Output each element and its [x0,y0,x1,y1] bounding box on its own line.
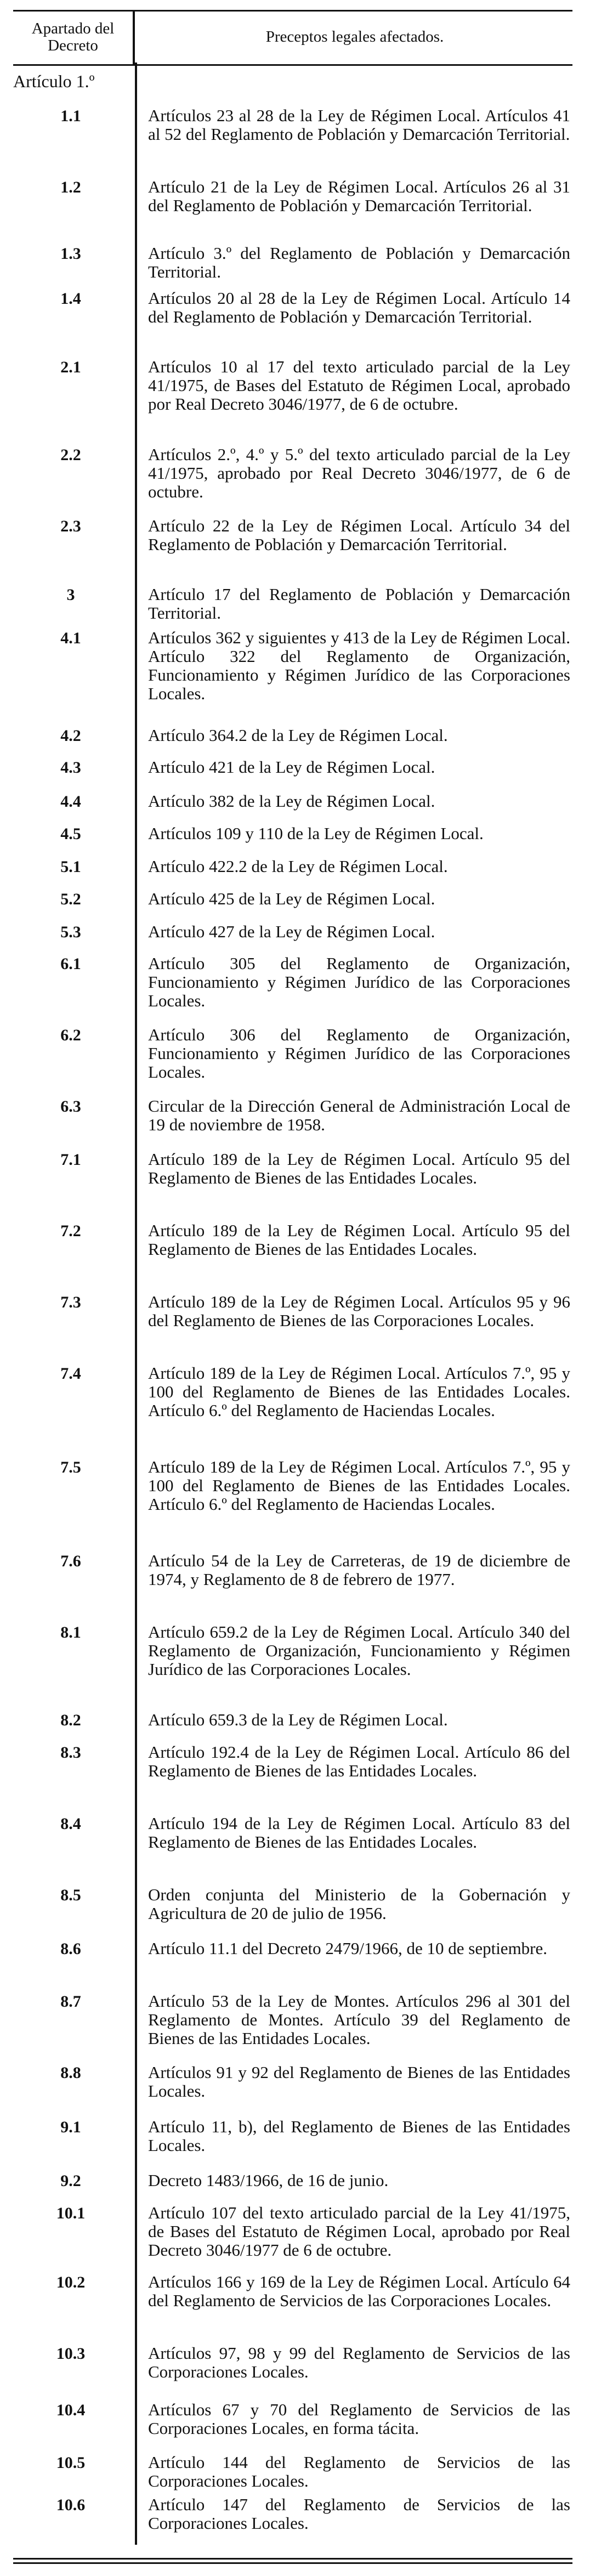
footer-rule-2 [13,2562,572,2564]
section-number: 4.4 [60,792,81,811]
legal-provisions: Artículo 189 de la Ley de Régimen Local. Artículos 7.º, 95 y 100 del Reglamento de Bienes de las Entidades Locales. Artículo 6.º del Reglamento de Haciendas Locales. [148,1457,570,1514]
column-divider [135,63,137,2545]
section-number: 10.6 [56,2496,86,2514]
legal-provisions: Artículo 421 de la Ley de Régimen Local. [148,757,435,777]
section-number: 5.2 [60,890,81,908]
legal-provisions: Artículos 166 y 169 de la Ley de Régimen Local. Artículo 64 del Reglamento de Servicios de las Corporaciones Locales. [148,2272,570,2310]
section-number: 7.1 [60,1151,81,1169]
section-number: 2.3 [60,517,81,535]
section-number: 1.4 [60,290,81,308]
section-number: 9.2 [60,2172,81,2190]
section-number: 8.1 [60,1623,81,1641]
section-number: 4.5 [60,825,81,843]
legal-provisions: Artículo 427 de la Ley de Régimen Local. [148,922,435,941]
legal-provisions: Artículos 97, 98 y 99 del Reglamento de Servicios de las Corporaciones Locales. [148,2343,570,2381]
section-number: 4.3 [60,758,81,777]
section-number: 8.3 [60,1743,81,1762]
legal-provisions: Artículos 362 y siguientes y 413 de la Ley de Régimen Local. Artículo 322 del Reglamento de Organización, Funcionamiento y Régimen Jurídico de las Corporaciones Locales. [148,628,570,703]
legal-provisions: Artículo 425 de la Ley de Régimen Local. [148,889,435,908]
section-number: 7.3 [60,1293,81,1311]
section-number: 7.2 [60,1222,81,1240]
section-number: 3 [66,586,75,604]
section-number: 8.7 [60,1992,81,2011]
section-number: 10.1 [56,2204,86,2222]
decree-table [13,10,572,2533]
section-number: 8.2 [60,1711,81,1729]
article-heading: Artículo 1.º [13,71,95,91]
header-apartado: Apartado del Decreto [13,12,135,64]
table-header [13,10,572,66]
legal-provisions: Artículo 305 del Reglamento de Organización, Funcionamiento y Régimen Jurídico de las Corporaciones Locales. [148,954,570,1010]
section-number: 8.6 [60,1940,81,1958]
legal-provisions: Artículo 189 de la Ley de Régimen Local. Artículos 7.º, 95 y 100 del Reglamento de Bienes de las Entidades Locales. Artículo 6.º del Reglamento de Haciendas Locales. [148,1363,570,1420]
legal-provisions: Artículo 21 de la Ley de Régimen Local. Artículos 26 al 31 del Reglamento de Población y Demarcación Territorial. [148,177,570,215]
legal-provisions: Artículo 53 de la Ley de Montes. Artículos 296 al 301 del Reglamento de Montes. Artículo 39 del Reglamento de Bienes de las Entidades Locales. [148,1991,570,2048]
section-number: 6.1 [60,955,81,973]
section-number: 10.5 [56,2454,86,2472]
legal-provisions: Artículo 306 del Reglamento de Organización, Funcionamiento y Régimen Jurídico de las Corporaciones Locales. [148,1025,570,1082]
section-number: 7.5 [60,1458,81,1476]
legal-provisions: Artículo 22 de la Ley de Régimen Local. Artículo 34 del Reglamento de Población y Demarcación Territorial. [148,516,570,554]
legal-provisions: Artículo 382 de la Ley de Régimen Local. [148,791,435,811]
section-number: 7.6 [60,1552,81,1570]
legal-provisions: Decreto 1483/1966, de 16 de junio. [148,2171,389,2190]
section-number: 9.1 [60,2118,81,2136]
section-number: 8.8 [60,2064,81,2082]
legal-provisions: Artículo 189 de la Ley de Régimen Local. Artículo 95 del Reglamento de Bienes de las Entidades Locales. [148,1150,570,1187]
header-preceptos: Preceptos legales afectados. [265,28,444,46]
section-number: 10.3 [56,2345,86,2363]
legal-provisions: Artículo 11.1 del Decreto 2479/1966, de 10 de septiembre. [148,1939,548,1958]
legal-provisions: Artículo 364.2 de la Ley de Régimen Local. [148,726,448,745]
section-number: 1.1 [60,107,81,125]
legal-provisions: Artículo 3.º del Reglamento de Población y Demarcación Territorial. [148,244,570,281]
footer-rule [13,2558,572,2560]
section-number: 2.2 [60,446,81,464]
legal-provisions: Artículos 10 al 17 del texto articulado parcial de la Ley 41/1975, de Bases del Estatuto de Régimen Local, aprobado por Real Decreto 3046/1977, de 6 de octubre. [148,357,570,414]
section-number: 7.4 [60,1365,81,1383]
legal-provisions: Artículo 17 del Reglamento de Población y Demarcación Territorial. [148,585,570,622]
section-number: 2.1 [60,358,81,376]
legal-provisions: Artículo 189 de la Ley de Régimen Local. Artículos 95 y 96 del Reglamento de Bienes de las Corporaciones Locales. [148,1292,570,1330]
section-number: 8.5 [60,1886,81,1904]
section-number: 5.3 [60,923,81,941]
section-number: 10.2 [56,2273,86,2291]
section-number: 6.2 [60,1026,81,1044]
section-number: 10.4 [56,2401,86,2419]
legal-provisions: Circular de la Dirección General de Administración Local de 19 de noviembre de 1958. [148,1096,570,1134]
section-number: 4.2 [60,727,81,745]
legal-provisions: Artículos 2.º, 4.º y 5.º del texto articulado parcial de la Ley 41/1975, aprobado por Real Decreto 3046/1977, de 6 de octubre. [148,445,570,501]
legal-provisions: Orden conjunta del Ministerio de la Gobernación y Agricultura de 20 de julio de 1956. [148,1885,570,1923]
legal-provisions: Artículo 194 de la Ley de Régimen Local. Artículo 83 del Reglamento de Bienes de las Entidades Locales. [148,1814,570,1852]
legal-provisions: Artículo 422.2 de la Ley de Régimen Local. [148,857,448,876]
legal-provisions: Artículos 109 y 110 de la Ley de Régimen Local. [148,824,484,843]
legal-provisions: Artículo 144 del Reglamento de Servicios de las Corporaciones Locales. [148,2453,570,2490]
legal-provisions: Artículo 107 del texto articulado parcial de la Ley 41/1975, de Bases del Estatuto de Régimen Local, aprobado por Real Decreto 3046/1977 de 6 de octubre. [148,2203,570,2260]
section-number: 5.1 [60,858,81,876]
legal-provisions: Artículos 67 y 70 del Reglamento de Servicios de las Corporaciones Locales, en forma tácita. [148,2400,570,2438]
section-number: 1.3 [60,245,81,263]
legal-provisions: Artículo 189 de la Ley de Régimen Local. Artículo 95 del Reglamento de Bienes de las Entidades Locales. [148,1221,570,1259]
legal-provisions: Artículo 11, b), del Reglamento de Bienes de las Entidades Locales. [148,2117,570,2155]
section-number: 8.4 [60,1815,81,1833]
legal-provisions: Artículos 91 y 92 del Reglamento de Bienes de las Entidades Locales. [148,2063,570,2101]
legal-provisions: Artículo 659.2 de la Ley de Régimen Local. Artículo 340 del Reglamento de Organización, Funcionamiento y Régimen Jurídico de las Corporaciones Locales. [148,1622,570,1679]
section-number: 1.2 [60,178,81,196]
legal-provisions: Artículo 659.3 de la Ley de Régimen Local. [148,1710,448,1729]
legal-provisions: Artículo 147 del Reglamento de Servicios de las Corporaciones Locales. [148,2495,570,2533]
legal-provisions: Artículo 192.4 de la Ley de Régimen Local. Artículo 86 del Reglamento de Bienes de las Entidades Locales. [148,1742,570,1780]
legal-provisions: Artículos 20 al 28 de la Ley de Régimen Local. Artículo 14 del Reglamento de Población y Demarcación Territorial. [148,288,570,326]
section-number: 6.3 [60,1097,81,1116]
legal-provisions: Artículos 23 al 28 de la Ley de Régimen Local. Artículos 41 al 52 del Reglamento de Población y Demarcación Territorial. [148,106,570,144]
section-number: 4.1 [60,629,81,647]
legal-provisions: Artículo 54 de la Ley de Carreteras, de 19 de diciembre de 1974, y Reglamento de 8 de febrero de 1977. [148,1551,570,1589]
